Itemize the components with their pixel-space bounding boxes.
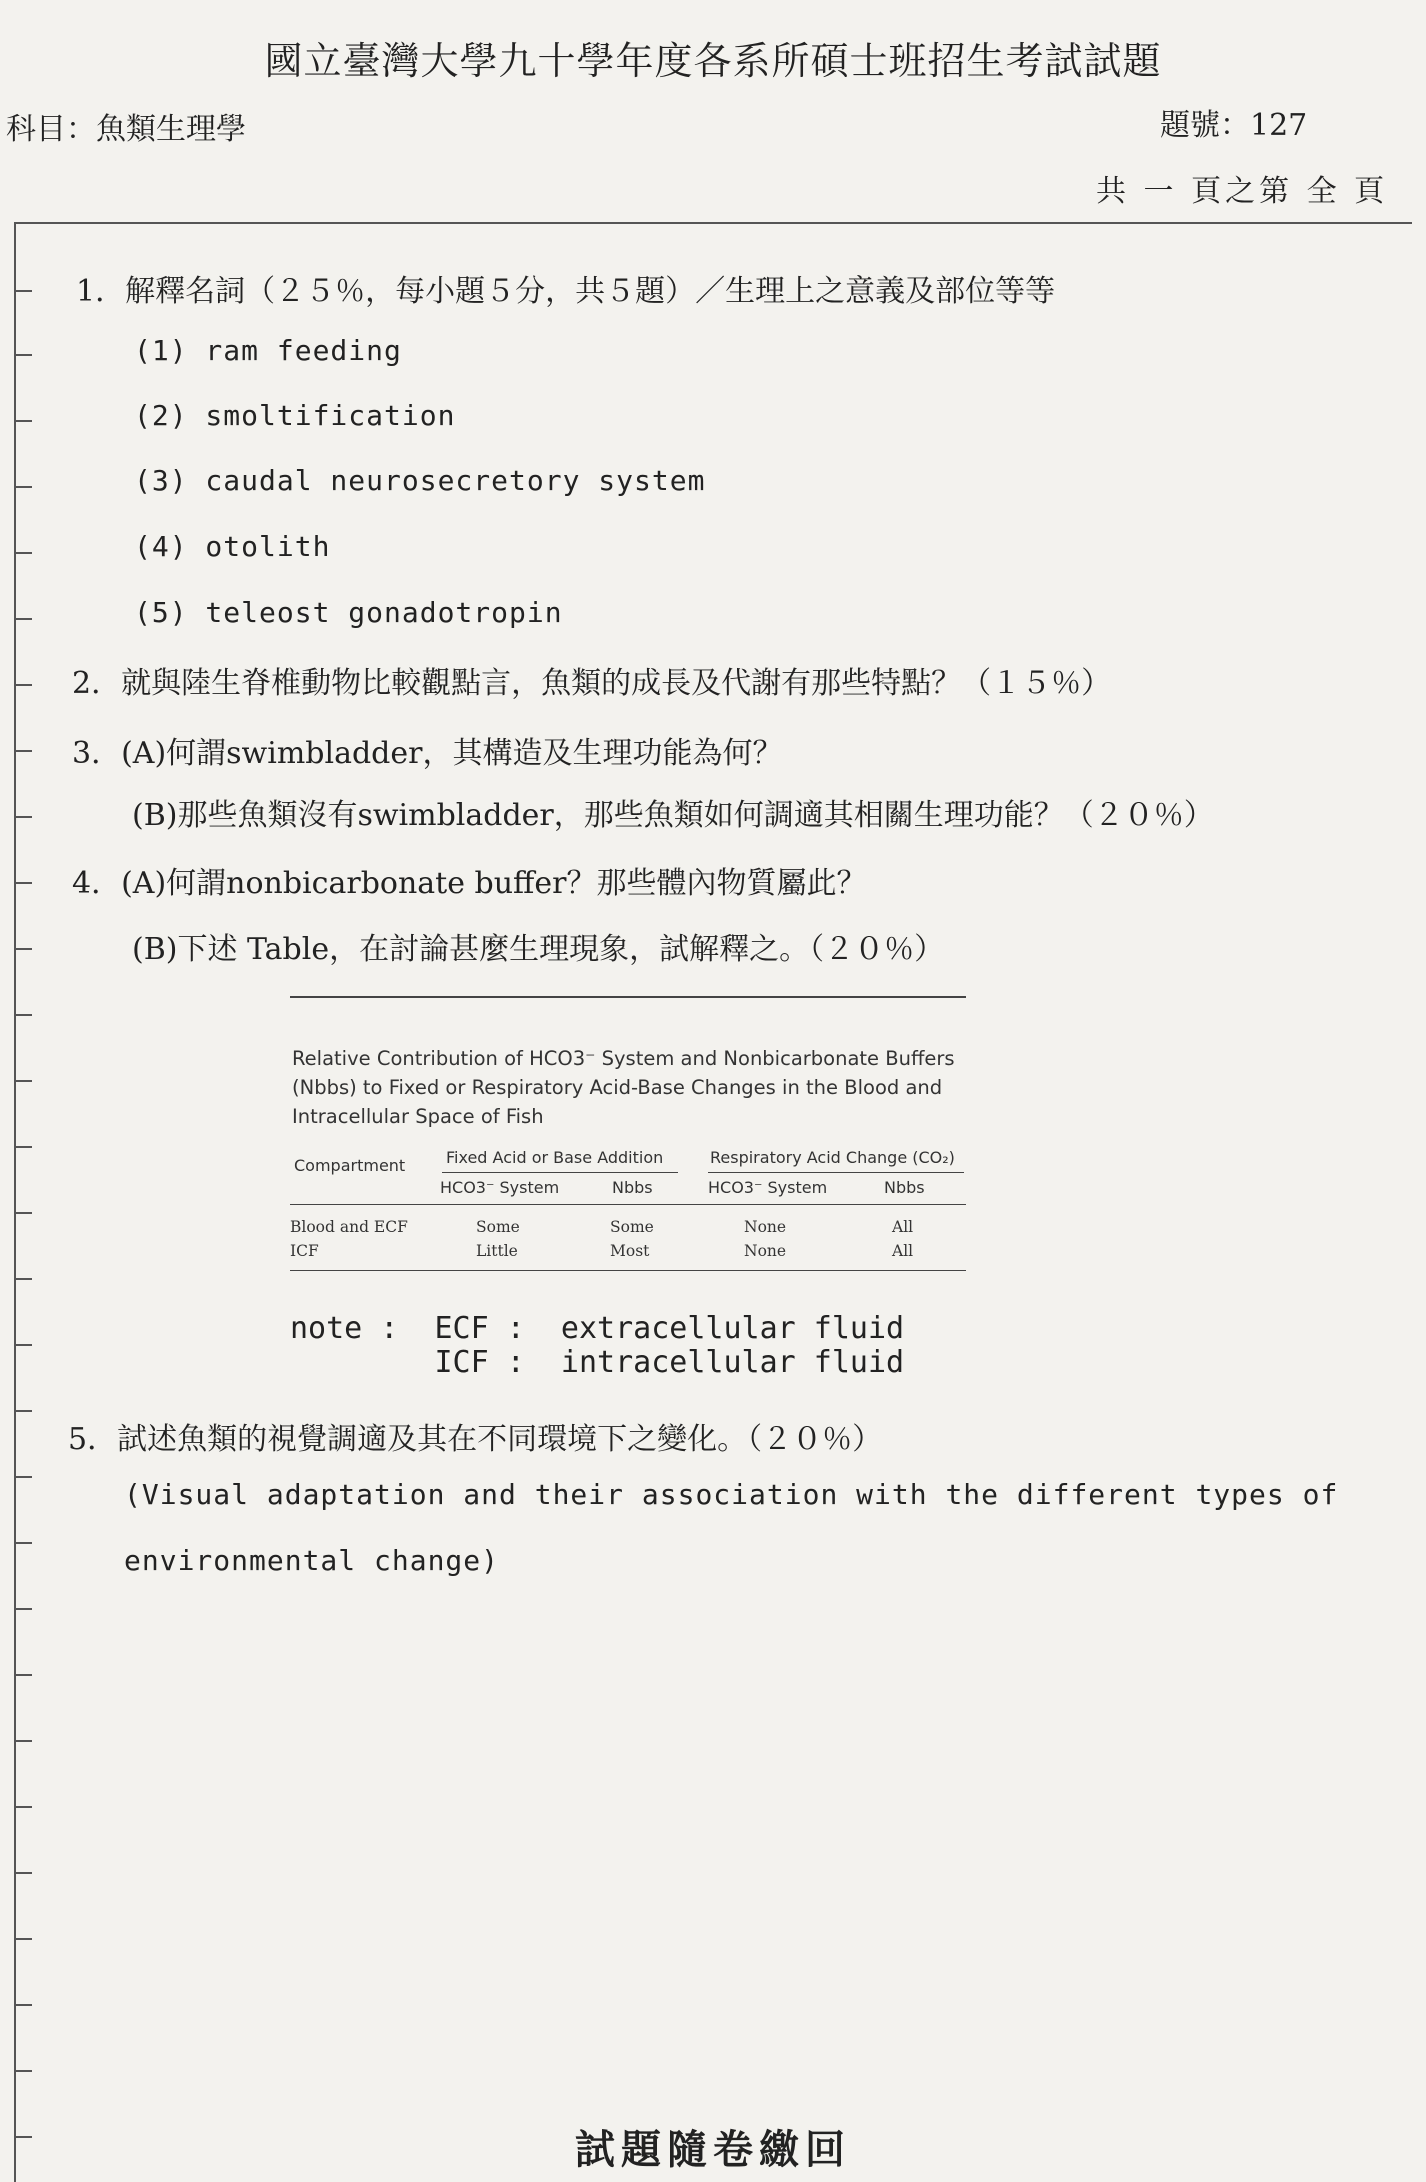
question-2: 2．就與陸生脊椎動物比較觀點言，魚類的成長及代謝有那些特點？（１５％） [72, 666, 1112, 701]
group-fixed-acid: Fixed Acid or Base Addition [446, 1148, 664, 1167]
margin-tick [16, 948, 32, 950]
row2-compartment: ICF [290, 1242, 319, 1260]
margin-tick [16, 882, 32, 884]
footer-return-notice: 試題隨卷繳回 [575, 2126, 851, 2173]
margin-tick [16, 420, 32, 422]
row1-fixed-nbbs: Some [610, 1218, 654, 1236]
margin-tick [16, 750, 32, 752]
margin-tick [16, 1476, 32, 1478]
q5-english-line2: environmental change) [124, 1544, 500, 1577]
group-resp-rule [708, 1172, 964, 1173]
row2-fixed-hco3: Little [476, 1242, 518, 1260]
sub-nbbs-fixed: Nbbs [612, 1178, 653, 1197]
margin-tick [16, 290, 32, 292]
question-5: 5．試述魚類的視覺調適及其在不同環境下之變化。（２０％） [68, 1422, 883, 1457]
margin-tick [16, 1608, 32, 1610]
question-1: 1．解釋名詞（２５％，每小題５分，共５題）／生理上之意義及部位等等 [76, 274, 1056, 309]
answer-frame [14, 222, 1412, 2182]
q1-item-1: (1) ram feeding [134, 334, 402, 367]
note-ecf: note : ECF : extracellular fluid [290, 1311, 905, 1346]
q5-english-line1: (Visual adaptation and their association with the different types of [124, 1478, 1339, 1511]
q1-item-3: (3) caudal neurosecretory system [134, 464, 706, 497]
margin-tick [16, 486, 32, 488]
group-respiratory: Respiratory Acid Change (CO₂) [710, 1148, 955, 1167]
row2-resp-hco3: None [744, 1242, 787, 1260]
margin-tick [16, 1014, 32, 1016]
table-bottom-rule [290, 1270, 966, 1271]
subject-label: 科目：魚類生理學 [6, 112, 246, 147]
margin-tick [16, 1146, 32, 1148]
row2-resp-nbbs: All [892, 1242, 914, 1260]
row1-resp-hco3: None [744, 1218, 787, 1236]
header-rule [290, 1204, 966, 1205]
question-4b: (B)下述 Table，在討論甚麼生理現象，試解釋之。（２０％） [132, 932, 945, 967]
margin-tick [16, 354, 32, 356]
row1-resp-nbbs: All [892, 1218, 914, 1236]
row1-compartment: Blood and ECF [290, 1218, 408, 1236]
sub-hco3-resp: HCO3⁻ System [708, 1178, 828, 1197]
margin-tick [16, 1806, 32, 1808]
col-compartment: Compartment [294, 1156, 406, 1175]
question-3a: 3．(A)何謂swimbladder，其構造及生理功能為何？ [72, 736, 783, 771]
margin-tick [16, 2004, 32, 2006]
note-icf: ICF : intracellular fluid [290, 1345, 905, 1380]
page-count: 共 一 頁之第 全 頁 [1096, 174, 1389, 209]
margin-tick [16, 684, 32, 686]
margin-tick [16, 1938, 32, 1940]
row1-fixed-hco3: Some [476, 1218, 520, 1236]
table-caption: Relative Contribution of HCO3⁻ System and Nonbicarbonate Buffers (Nbbs) to Fixed or Respiratory Acid-Base Changes in the Blood and Intracellular Space of Fish [292, 1047, 955, 1128]
table-top-rule [290, 996, 966, 998]
margin-tick [16, 618, 32, 620]
margin-tick [16, 1278, 32, 1280]
margin-tick [16, 1344, 32, 1346]
question-4a: 4．(A)何謂nonbicarbonate buffer？那些體內物質屬此？ [72, 866, 867, 901]
margin-tick [16, 1080, 32, 1082]
q1-item-5: (5) teleost gonadotropin [134, 596, 563, 629]
margin-tick [16, 1872, 32, 1874]
margin-tick [16, 1542, 32, 1544]
margin-tick [16, 1740, 32, 1742]
group-fixed-rule [442, 1172, 678, 1173]
exam-title: 國立臺灣大學九十學年度各系所碩士班招生考試試題 [264, 39, 1162, 83]
question-3b: (B)那些魚類沒有swimbladder，那些魚類如何調適其相關生理功能？（２０％） [132, 798, 1214, 833]
question-number: 題號：127 [1160, 108, 1308, 143]
margin-tick [16, 1674, 32, 1676]
margin-tick [16, 816, 32, 818]
sub-hco3-fixed: HCO3⁻ System [440, 1178, 560, 1197]
margin-tick [16, 1212, 32, 1214]
q1-item-2: (2) smoltification [134, 399, 456, 432]
row2-fixed-nbbs: Most [610, 1242, 650, 1260]
margin-tick [16, 2070, 32, 2072]
q1-item-4: (4) otolith [134, 530, 331, 563]
margin-tick [16, 552, 32, 554]
margin-tick [16, 1410, 32, 1412]
sub-nbbs-resp: Nbbs [884, 1178, 925, 1197]
